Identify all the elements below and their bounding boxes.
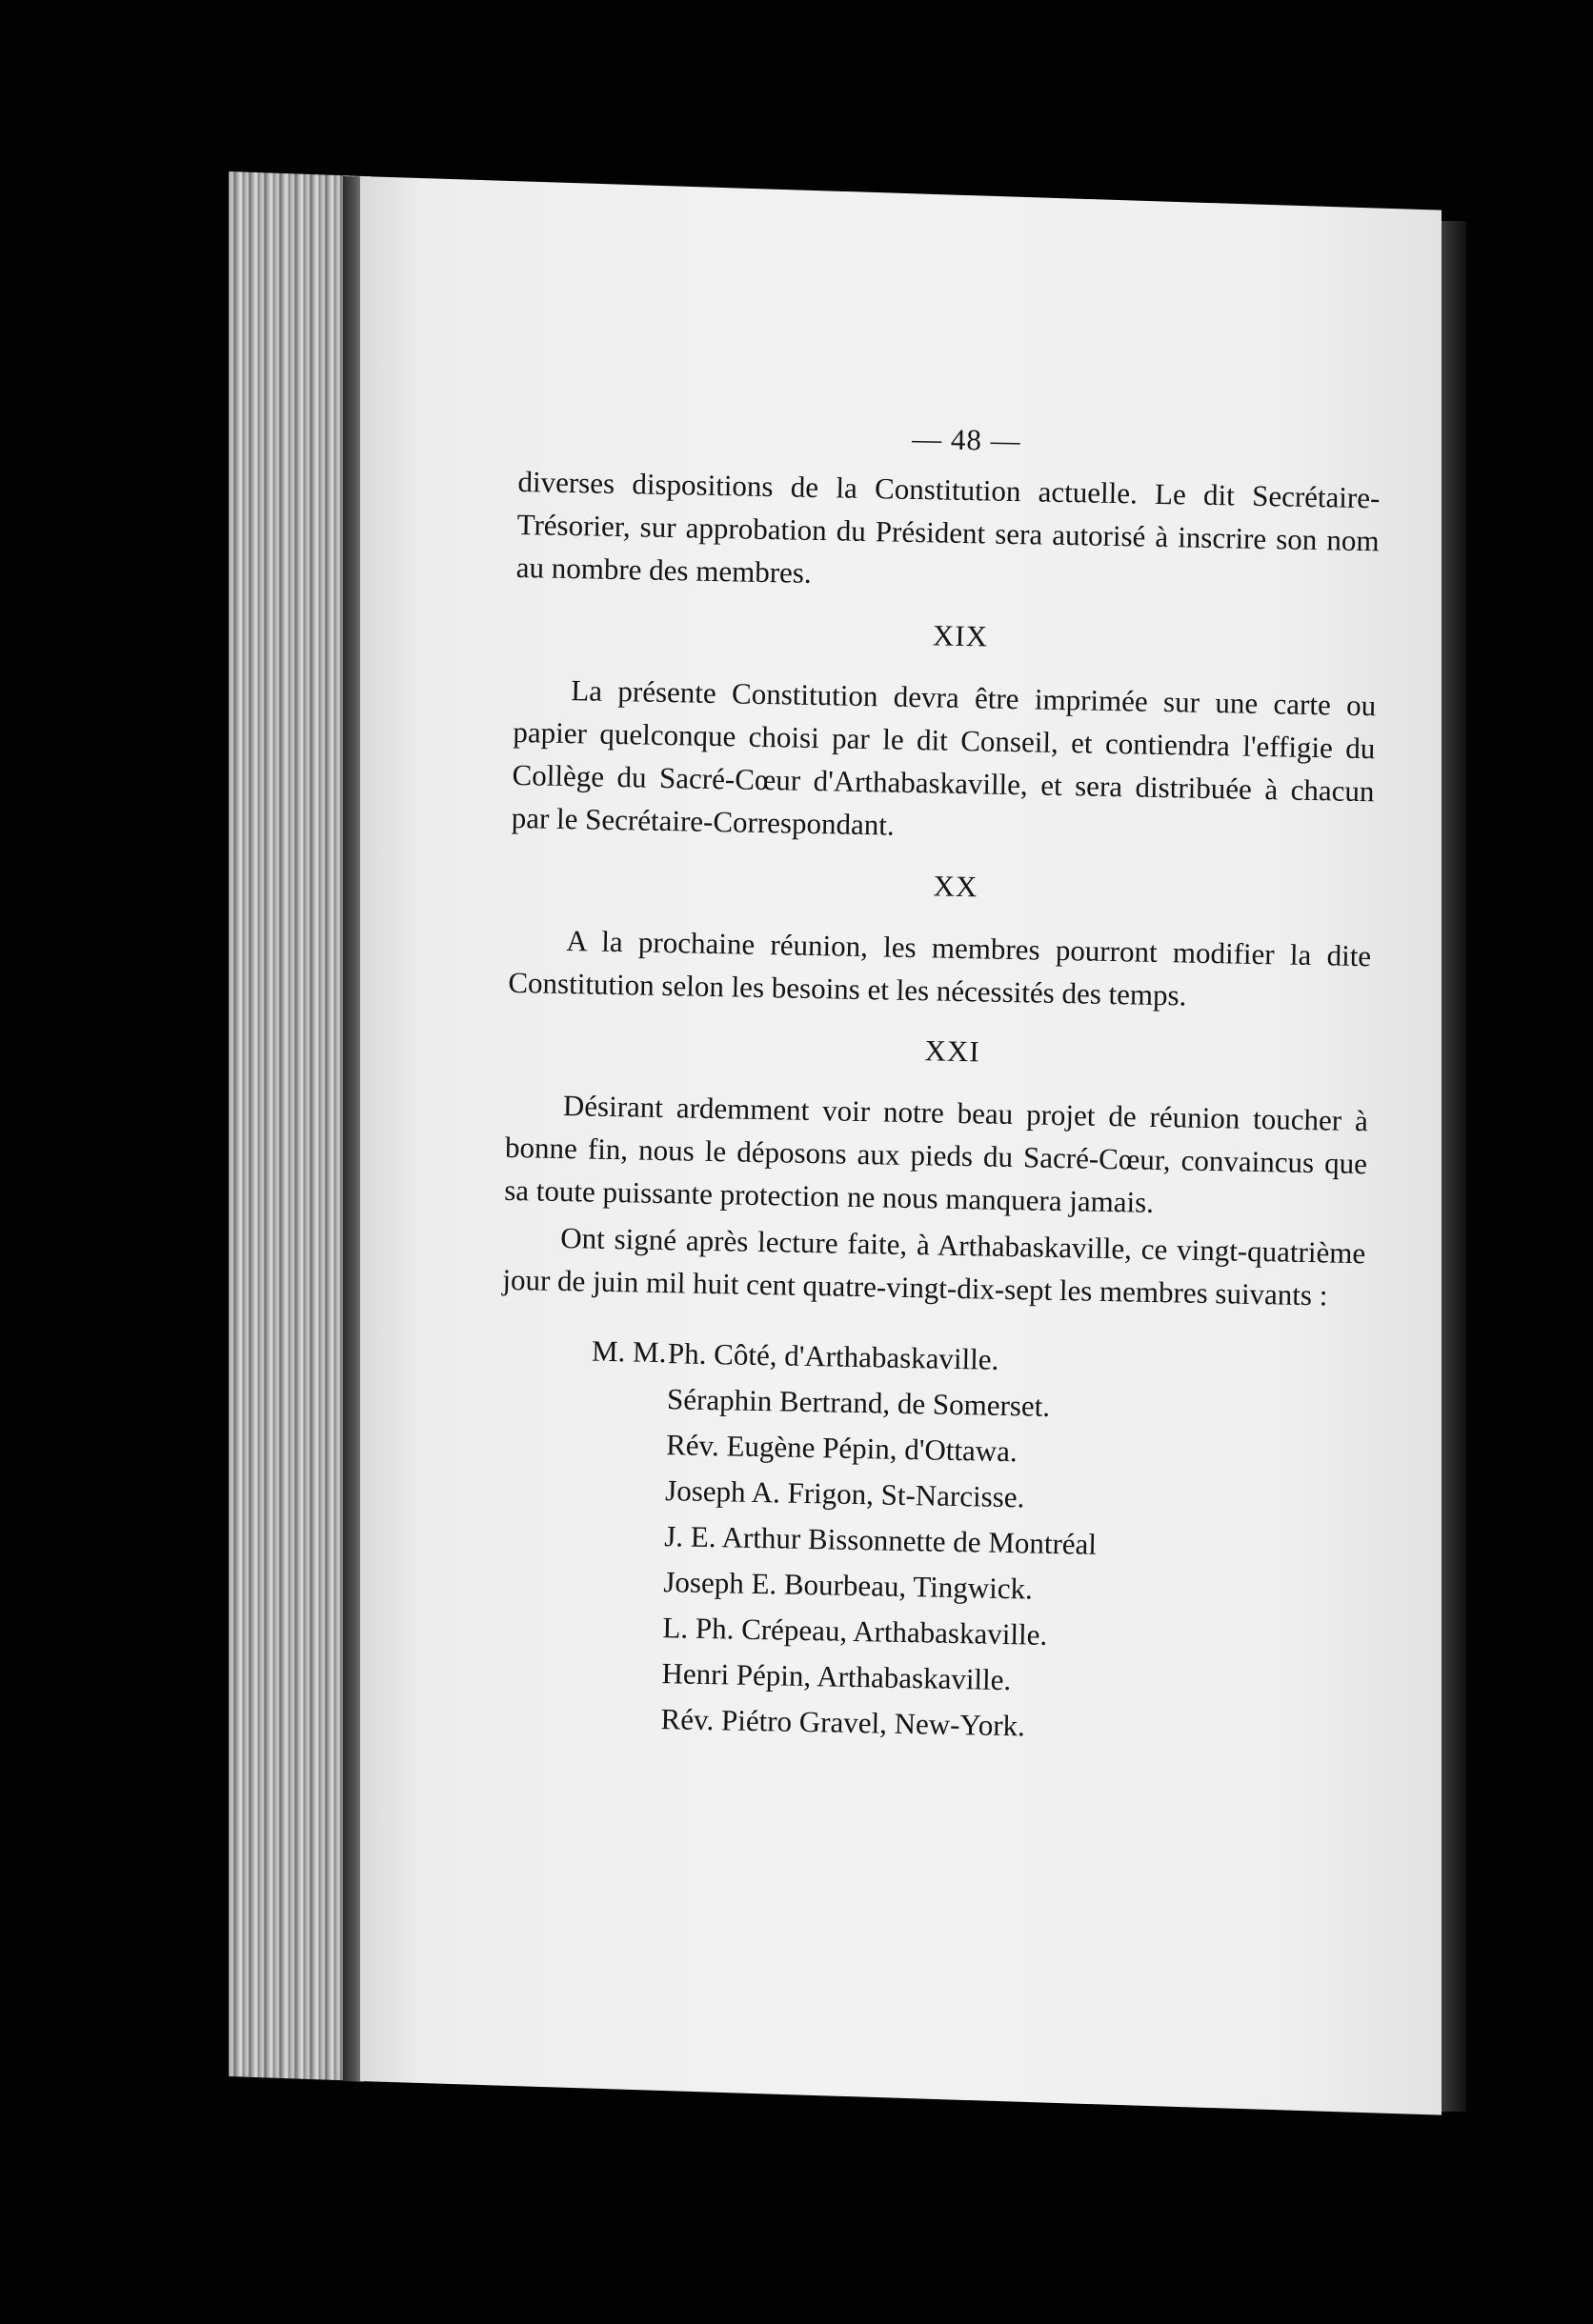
signer-name: Joseph E. Bourbeau, Tingwick. xyxy=(663,1565,1034,1606)
signer-name: L. Ph. Crépeau, Arthabaskaville. xyxy=(662,1611,1048,1652)
signer-name: Joseph A. Frigon, St-Narcisse. xyxy=(664,1473,1025,1514)
signer-name: J. E. Arthur Bissonnette de Montréal xyxy=(663,1519,1098,1561)
intro-paragraph: diverses dispositions de la Constitution actuelle. Le dit Secrétaire-Trésorier, sur approbation du Président sera autorisé à inscrire son nom au nombre des membres. xyxy=(515,464,1381,590)
section-xix-paragraph: La présente Constitution devra être imprimée sur une carte ou papier quelconque choisi par le dit Conseil, et contiendra l'effigie du Collège du Sacré-Cœur d'Arthabaskaville, et sera distribuée à chacun par le Secrétaire-Correspondant. xyxy=(511,673,1377,842)
signer-name: Henri Pépin, Arthabaskaville. xyxy=(661,1656,1012,1697)
section-heading-xx: XX xyxy=(933,869,978,904)
signer-name: Rév. Piétro Gravel, New-York. xyxy=(660,1702,1026,1743)
signer-list xyxy=(494,1328,1363,1755)
page-number: — 48 — xyxy=(911,421,1022,458)
facing-page-edge xyxy=(1442,221,1466,2112)
section-xx-paragraph: A la prochaine réunion, les membres pourront modifier la dite Constitution selon les besoins et les nécessités des temps. xyxy=(508,924,1372,1012)
page-text-block xyxy=(494,410,1381,1755)
signing-statement-paragraph: Ont signé après lecture faite, à Arthabaskaville, ce vingt-quatrième jour de juin mil huit cent quatre-vingt-dix-sept les membres suivants : xyxy=(502,1220,1366,1312)
section-heading-xix: XIX xyxy=(932,618,989,653)
section-xxi-paragraph: Désirant ardemment voir notre beau projet de réunion toucher à bonne fin, nous le déposons aux pieds du Sacré-Cœur, convaincus que sa toute puissante protection ne nous manquera jamais. xyxy=(503,1089,1369,1219)
signer-name: Ph. Côté, d'Arthabaskaville. xyxy=(667,1336,999,1376)
signer-name: Rév. Eugène Pépin, d'Ottawa. xyxy=(665,1428,1018,1469)
section-heading-xxi: XXI xyxy=(924,1033,981,1069)
signers-block xyxy=(494,1328,1363,1755)
signers-prefix: M. M. xyxy=(591,1333,667,1370)
signer-name: Séraphin Bertrand, de Somerset. xyxy=(666,1382,1051,1423)
